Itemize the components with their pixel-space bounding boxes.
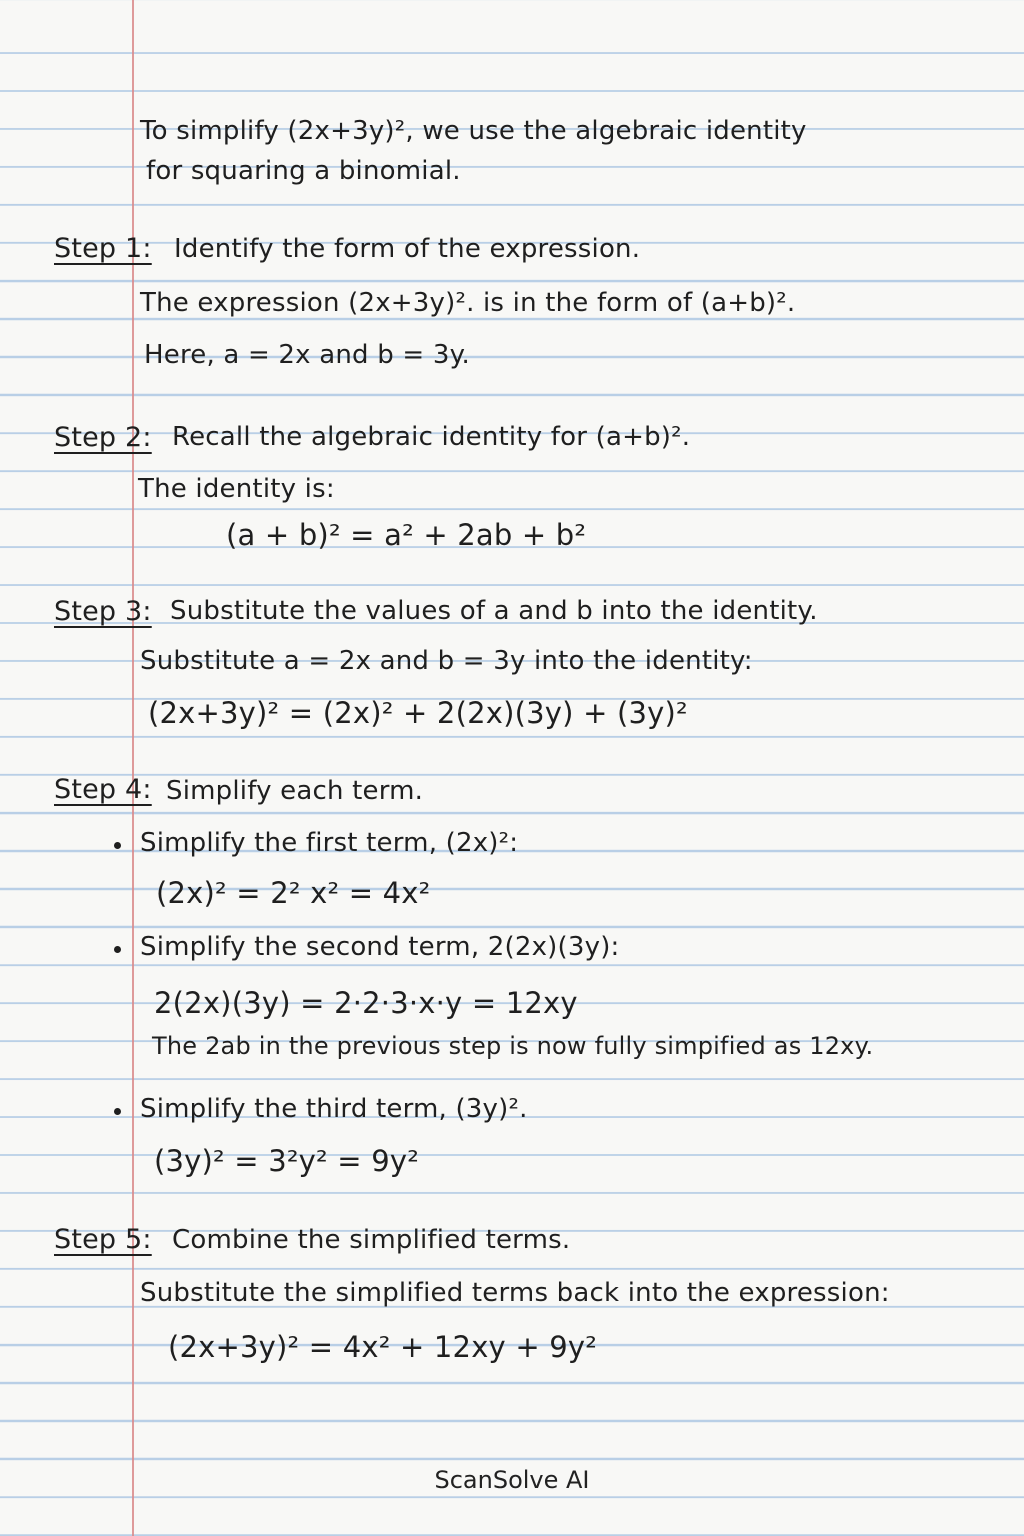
- brand-footer: ScanSolve AI: [434, 1466, 590, 1494]
- step-5-title: Combine the simplified terms.: [172, 1225, 571, 1255]
- step-5-label: Step 5:: [54, 1224, 152, 1255]
- step-4-note-2: The 2ab in the previous step is now fully simpified as 12xy.: [152, 1032, 874, 1060]
- step-1-line-1: The expression (2x+3y)². is in the form of (a+b)².: [140, 288, 796, 318]
- step-4-formula-3: (3y)² = 3²y² = 9y²: [154, 1144, 420, 1178]
- step-4-formula-1: (2x)² = 2² x² = 4x²: [156, 876, 431, 910]
- step-4-bullet-1: Simplify the first term, (2x)²:: [140, 828, 519, 858]
- step-1-title: Identify the form of the expression.: [174, 234, 641, 264]
- step-3-label: Step 3:: [54, 596, 152, 627]
- bullet-point: [114, 842, 121, 849]
- intro-line-1: To simplify (2x+3y)², we use the algebraic identity: [140, 116, 807, 146]
- bullet-point: [114, 1108, 121, 1115]
- step-4-label: Step 4:: [54, 774, 152, 805]
- step-2-label: Step 2:: [54, 422, 152, 453]
- bullet-point: [114, 946, 121, 953]
- step-3-formula: (2x+3y)² = (2x)² + 2(2x)(3y) + (3y)²: [148, 696, 688, 730]
- step-4-formula-2: 2(2x)(3y) = 2·2·3·x·y = 12xy: [154, 986, 578, 1020]
- step-1-label: Step 1:: [54, 233, 152, 264]
- step-3-title: Substitute the values of a and b into the identity.: [170, 596, 818, 626]
- margin-line: [132, 0, 134, 1536]
- step-5-formula: (2x+3y)² = 4x² + 12xy + 9y²: [168, 1330, 598, 1364]
- step-1-line-2: Here, a = 2x and b = 3y.: [144, 340, 470, 370]
- step-2-line-1: The identity is:: [138, 474, 335, 504]
- step-5-line-1: Substitute the simplified terms back into the expression:: [140, 1278, 890, 1308]
- step-2-formula: (a + b)² = a² + 2ab + b²: [226, 518, 587, 552]
- step-2-title: Recall the algebraic identity for (a+b)².: [172, 422, 691, 452]
- step-4-title: Simplify each term.: [166, 776, 424, 806]
- step-3-line-1: Substitute a = 2x and b = 3y into the identity:: [140, 646, 753, 676]
- step-4-bullet-3: Simplify the third term, (3y)².: [140, 1094, 528, 1124]
- intro-line-2: for squaring a binomial.: [146, 156, 461, 186]
- step-4-bullet-2: Simplify the second term, 2(2x)(3y):: [140, 932, 620, 962]
